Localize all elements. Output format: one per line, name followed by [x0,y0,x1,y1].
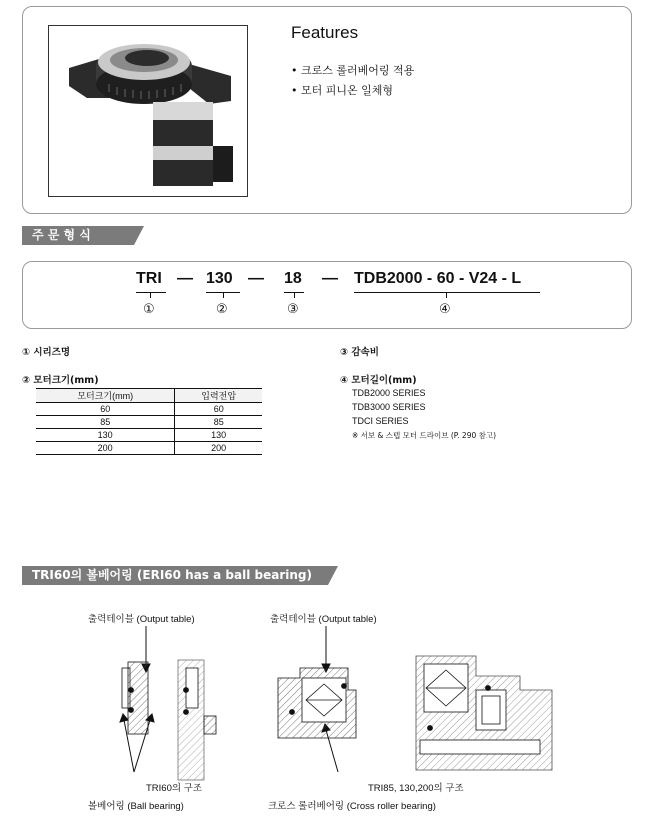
marker-1: ① [143,302,155,317]
code-dash: — [177,270,193,287]
cross-roller-label: 크로스 롤러베어링 (Cross roller bearing) [268,801,436,812]
marker-3: ③ [287,302,299,317]
table-cell: 60 [36,403,175,416]
series-list-item: TDB2000 SERIES [352,388,426,398]
table-row [36,429,262,442]
table-row [36,442,262,455]
order-section-header: 주 문 형 식 [22,226,134,245]
bearing-section-header: TRI60의 볼베어링 (ERI60 has a ball bearing) [22,566,328,585]
marker-2: ② [216,302,228,317]
motor-length-label: ④ 모터길이(mm) [340,375,417,386]
motor-size-label: ② 모터크기(mm) [22,375,99,386]
code-motor-length: TDB2000 - 60 - V24 - L [354,270,522,287]
code-motor-size: 130 [206,270,233,287]
series-list-item: TDB3000 SERIES [352,402,426,412]
tri60-drawing-b [178,660,216,780]
table-cell: 200 [36,442,175,455]
bearing-cross-section-drawings [0,620,652,800]
table-row [36,416,262,429]
table-cell: 85 [36,416,175,429]
table-cell: 60 [175,403,262,416]
table-cell: 85 [175,416,262,429]
ball-bearing-label: 볼베어링 (Ball bearing) [88,801,184,812]
output-table-label-right: 출력테이블 (Output table) [270,614,377,625]
series-name-label: ① 시리즈명 [22,347,71,358]
tri85-structure-caption: TRI85, 130,200의 구조 [368,783,464,794]
code-tick [223,292,224,298]
code-tick [446,292,447,298]
code-series: TRI [136,270,162,287]
table-header: 모터크기(mm) [36,389,175,403]
code-tick [294,292,295,298]
feature-item: • 크로스 롤러베어링 적용 [291,64,415,77]
driver-note: ※ 서보 & 스텝 모터 드라이브 (P. 290 참고) [352,431,497,440]
code-tick [150,292,151,298]
code-dash: — [322,270,338,287]
table-cell: 200 [175,442,262,455]
tri85-drawing [416,656,552,770]
table-cell: 130 [36,429,175,442]
code-underline [354,292,540,293]
motor-size-table [36,388,262,455]
ratio-label: ③ 감속비 [340,347,379,358]
series-list-item: TDCI SERIES [352,416,409,426]
features-title: Features [291,23,359,42]
code-ratio: 18 [284,270,302,287]
code-dash: — [248,270,264,287]
tri60-drawing-a [122,662,148,734]
rotary-actuator-illustration [49,26,247,196]
product-photo [48,25,248,197]
table-cell: 130 [175,429,262,442]
cross-roller-drawing [278,668,356,738]
table-header: 입력전압 [175,389,262,403]
output-table-label-left: 출력테이블 (Output table) [88,614,195,625]
code-underline [136,292,166,293]
tri60-structure-caption: TRI60의 구조 [146,783,203,794]
marker-4: ④ [439,302,451,317]
table-row [36,403,262,416]
feature-item: • 모터 피니온 일체형 [291,84,393,97]
